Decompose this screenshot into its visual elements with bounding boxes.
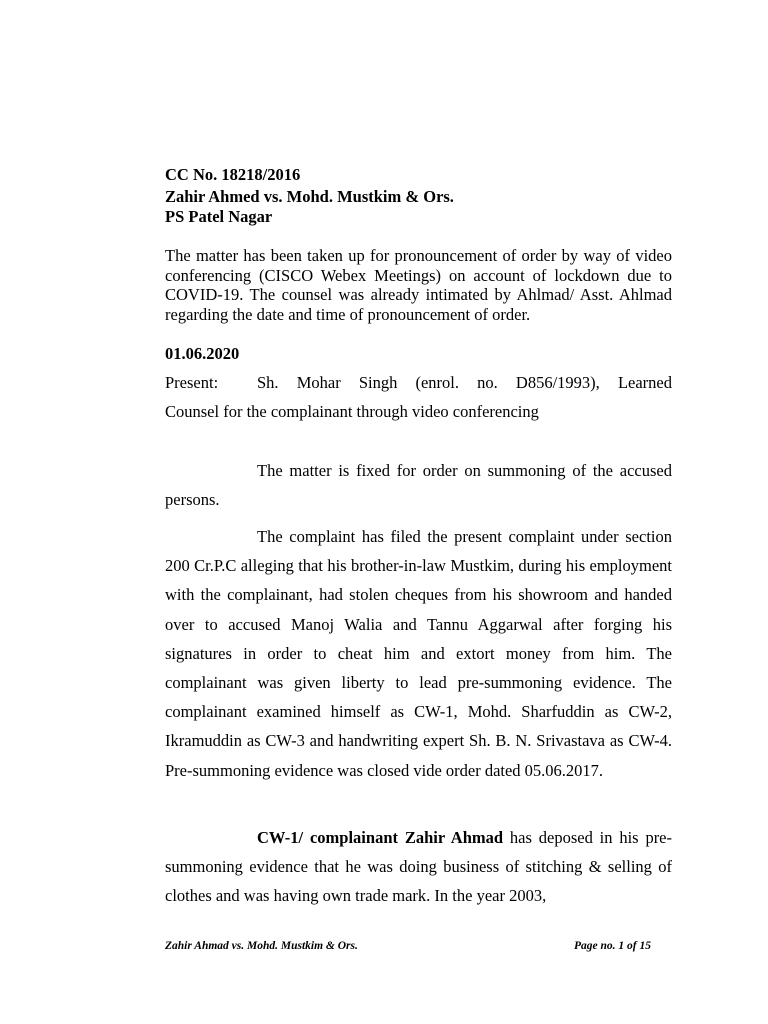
footer-case-title: Zahir Ahmad vs. Mohd. Mustkim & Ors. bbox=[165, 940, 358, 952]
case-title: Zahir Ahmed vs. Mohd. Mustkim & Ors. bbox=[165, 187, 454, 206]
cw1-heading: CW-1/ complainant Zahir Ahmad bbox=[257, 828, 504, 847]
order-date: 01.06.2020 bbox=[165, 344, 240, 363]
present-label: Present: bbox=[165, 373, 219, 392]
present-line-1: Sh. Mohar Singh (enrol. no. D856/1993), Learned bbox=[257, 373, 672, 392]
cw1-text: has deposed in his pre-summoning evidence that he was doing business of stitching & selling of clothes and was having own trade mark. In the year 2003, bbox=[165, 828, 673, 906]
present-line-2: Counsel for the complainant through video conferencing bbox=[165, 402, 539, 421]
paragraph-summoning: The matter is fixed for order on summoning of the accused persons. bbox=[165, 461, 672, 510]
police-station: PS Patel Nagar bbox=[165, 207, 273, 226]
paragraph-cw1 bbox=[165, 823, 672, 911]
intro-paragraph: The matter has been taken up for pronouncement of order by way of video conferencing (CISCO Webex Meetings) on account of lockdown due to COVID-19. The counsel was already intimated by Ahlmad/ Asst. Ahlmad regarding the date and time of pronouncement of order. bbox=[165, 246, 672, 324]
case-number: CC No. 18218/2016 bbox=[165, 165, 301, 184]
present-block bbox=[165, 368, 672, 426]
paragraph-complaint: The complaint has filed the present complaint under section 200 Cr.P.C alleging that his brother-in-law Mustkim, during his employment with the complainant, had stolen cheques from his showroom and handed over to accused Manoj Walia and Tannu Aggarwal after forging his signatures in order to cheat him and extort money from him. The complainant was given liberty to lead pre-summoning evidence. The complainant examined himself as CW-1, Mohd. Sharfuddin as CW-2, Ikramuddin as CW-3 and handwriting expert Sh. B. N. Srivastava as CW-4. Pre-summoning evidence was closed vide order dated 05.06.2017. bbox=[165, 527, 672, 780]
footer-page-number: Page no. 1 of 15 bbox=[574, 940, 651, 952]
